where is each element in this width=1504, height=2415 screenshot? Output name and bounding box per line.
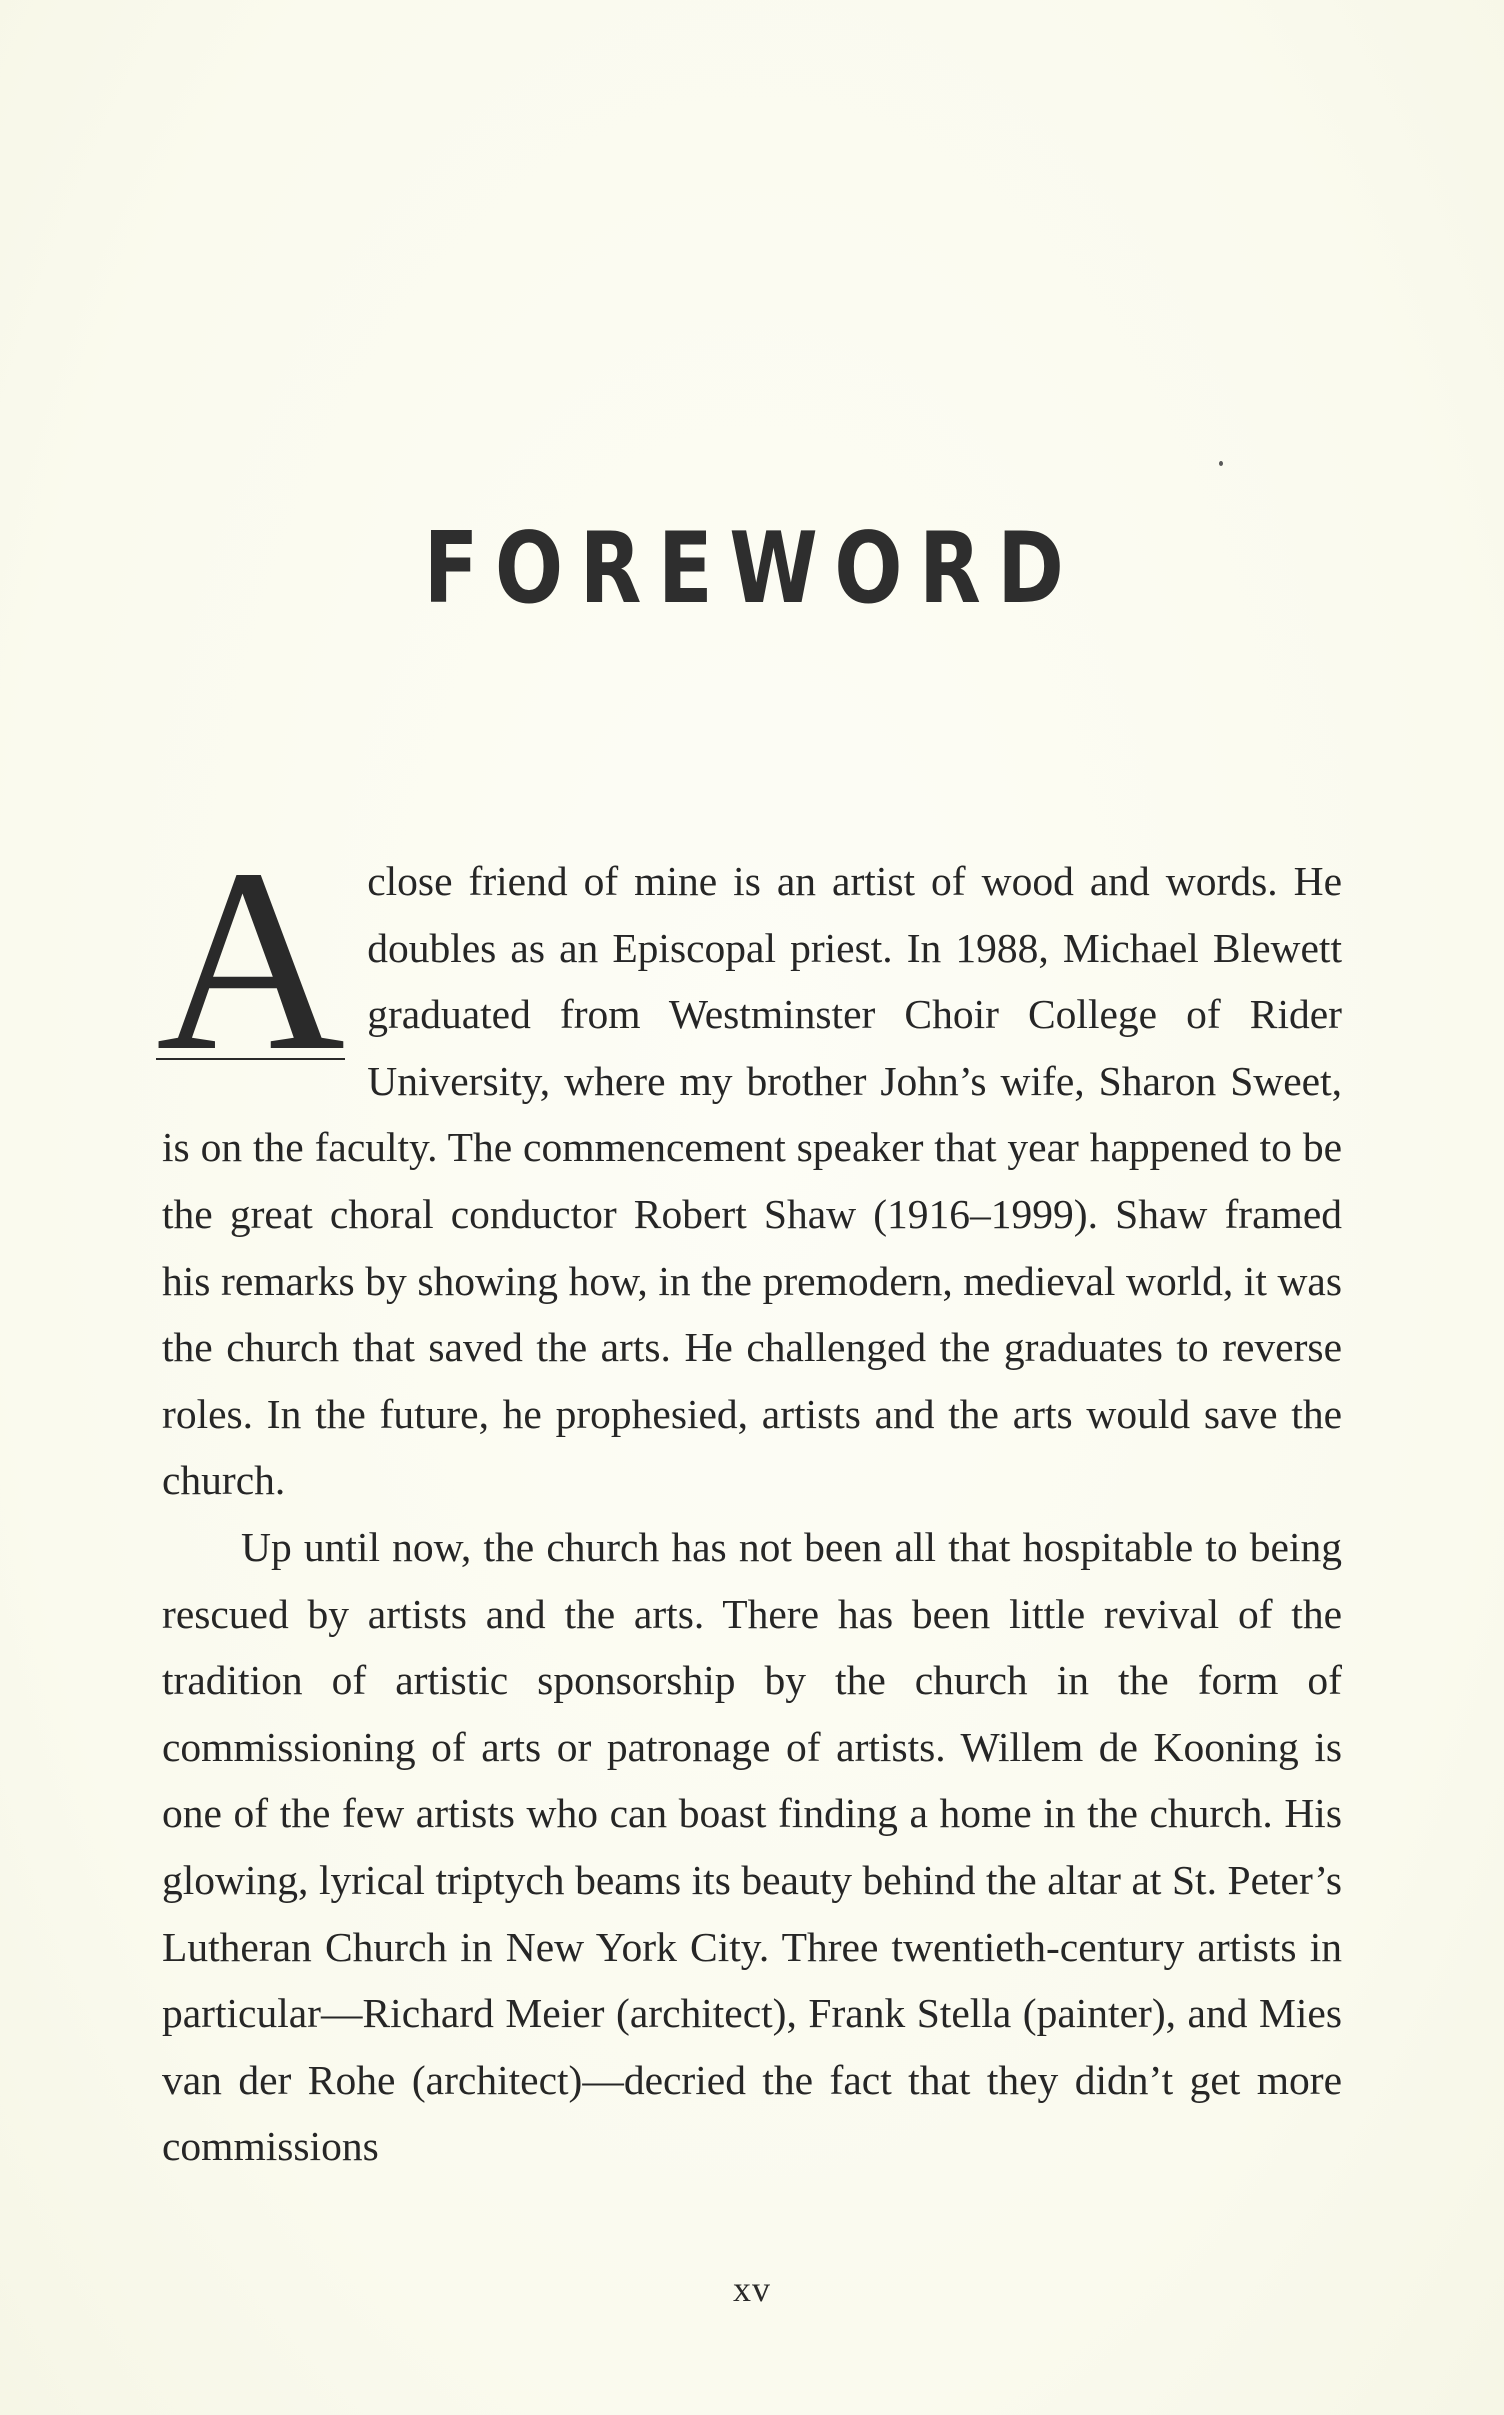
page-number: xv (733, 2269, 771, 2309)
print-speck (1219, 461, 1223, 466)
paragraph-1-text: close friend of mine is an artist of wood and words. He doubles as an Episcopal priest. In 1988, Michael Blewett graduated from Westminster Choir College of Rider University, where my brother John’s wife, Sharon Sweet, is on the faculty. The commencement speaker that year happened to be the great choral conductor Robert Shaw (1916–1999). Shaw framed his remarks by showing how, in the premodern, medieval world, it was the church that saved the arts. He challenged the graduates to reverse roles. In the future, he prophesied, artists and the arts would save the church. (162, 858, 1342, 1504)
chapter-title: FOREWORD (423, 512, 1081, 626)
drop-cap: A (156, 815, 346, 1105)
body-text (156, 815, 1342, 2180)
paragraph-2: Up until now, the church has not been all that hospitable to being rescued by artists and the arts. There has been little revival of the tradition of artistic sponsorship by the church in the form of commissioning of arts or patronage of artists. Willem de Kooning is one of the few artists who can boast finding a home in the church. His glowing, lyrical triptych beams its beauty behind the altar at St. Peter’s Lutheran Church in New York City. Three twentieth-century artists in particular—Richard Meier (architect), Frank Stella (painter), and Mies van der Rohe (architect)—decried the fact that they didn’t get more commissions (162, 1523, 1342, 2170)
paragraph-1 (156, 815, 1342, 1514)
